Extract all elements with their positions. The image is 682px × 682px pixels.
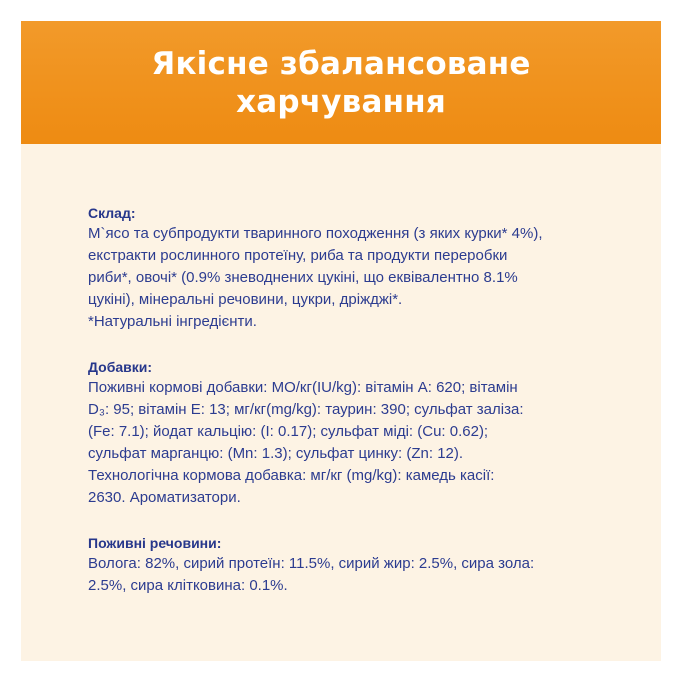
composition-heading: Склад:: [88, 205, 136, 221]
header-banner: [21, 21, 661, 144]
additives-section: [88, 357, 628, 509]
composition-line: екстракти рослинного протеїну, риба та продукти переробки: [88, 247, 508, 264]
additives-line: Поживні кормові добавки: МО/кг(IU/kg): вітамін А: 620; вітамін: [88, 379, 518, 396]
additives-heading: Добавки:: [88, 359, 153, 375]
product-info-card: [21, 21, 661, 661]
composition-line: цукіні), мінеральні речовини, цукри, дріжджі*.: [88, 291, 403, 308]
additives-line: Технологічна кормова добавка: мг/кг (mg/kg): камедь касії:: [88, 467, 495, 484]
nutrients-line: 2.5%, сира клітковина: 0.1%.: [88, 577, 288, 594]
additives-line: (Fe: 7.1); йодат кальцію: (I: 0.17); сульфат міді: (Cu: 0.62);: [88, 423, 489, 440]
additives-line: D₃: 95; вітамін Е: 13; мг/кг(mg/kg): таурин: 390; сульфат заліза:: [88, 401, 524, 418]
composition-section: [88, 203, 628, 333]
page-title: [61, 45, 621, 121]
nutrients-section: [88, 533, 628, 597]
title-line-2: харчування: [236, 83, 446, 120]
additives-line: сульфат марганцю: (Mn: 1.3); сульфат цинку: (Zn: 12).: [88, 445, 464, 462]
nutrients-heading: Поживні речовини:: [88, 535, 222, 551]
additives-line: 2630. Ароматизатори.: [88, 489, 241, 506]
composition-line: риби*, овочі* (0.9% зневоднених цукіні, що еквівалентно 8.1%: [88, 269, 518, 286]
nutrients-line: Волога: 82%, сирий протеїн: 11.5%, сирий жир: 2.5%, сира зола:: [88, 555, 535, 572]
title-line-1: Якісне збалансоване: [151, 45, 531, 82]
content-body: [88, 203, 628, 621]
composition-line: *Натуральні інгредієнти.: [88, 313, 257, 330]
composition-line: М`ясо та субпродукти тваринного походження (з яких курки* 4%),: [88, 225, 543, 242]
